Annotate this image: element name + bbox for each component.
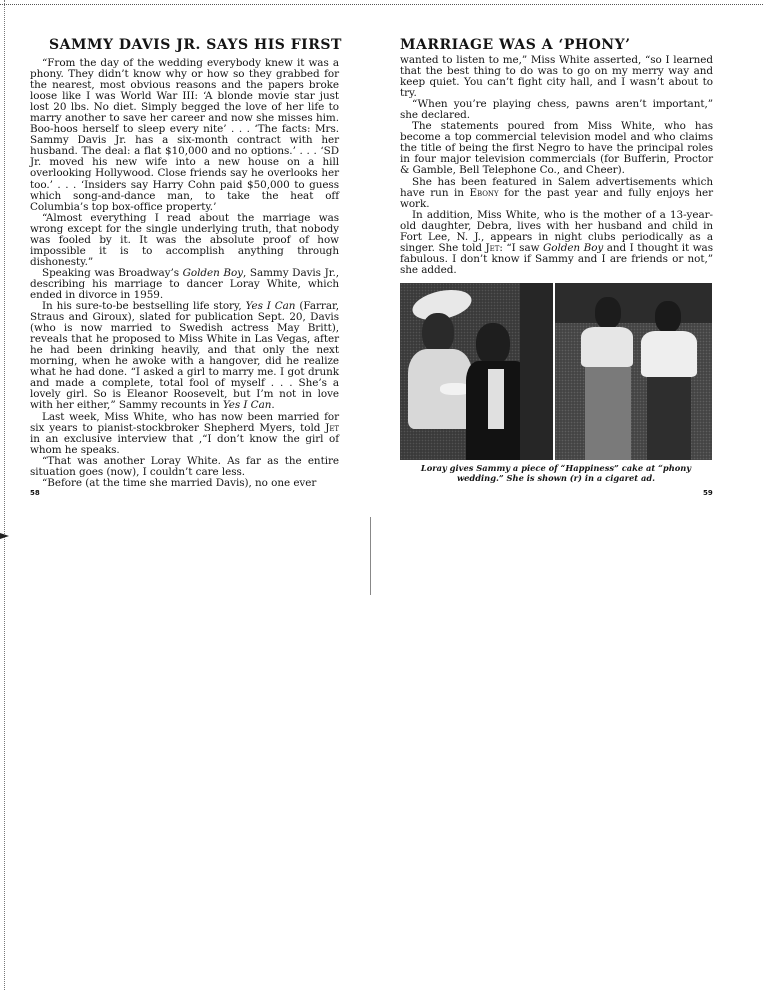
- article-paragraph: “Before (at the time she married Davis), no one ever: [42, 476, 317, 489]
- article-paragraph: “Almost everything I read about the marriage was wrong except for the single underlying truth, that nobody was fooled by it. It was the absolute proof of how impossible it is to accomplish anything through dishonesty.”: [30, 211, 339, 268]
- wedding-cake-photo: [400, 283, 553, 460]
- article-paragraph: In his sure-to-be bestselling life story, Yes I Can (Farrar, Straus and Giroux), slated for publication Sept. 20, Davis (who is now married to Swedish actress May Britt), reveals that he proposed to Miss White in Las Vegas, after he had been drinking heavily, and that only the next morning, when he awoke with a hangover, did he realize what he had done. “I asked a girl to marry me. I got drunk and made a complete, total fool of myself . . . She’s a lovely girl. So is Eleanor Roosevelt, but I’m not in love with her either,” Sammy recounts in Yes I Can.: [30, 300, 339, 412]
- article-paragraph: She has been featured in Salem advertisements which have run in Ebony for the past year and fully enjoys her work.: [400, 175, 713, 210]
- article-paragraph: Last week, Miss White, who has now been married for six years to pianist-stockbroker Shepherd Myers, told Jet in an exclusive interview that ,“I don’t know the girl of whom he speaks.: [30, 410, 339, 456]
- page-top-rule: [0, 4, 763, 5]
- margin-arrow-mark: [0, 533, 9, 539]
- left-page-headline: SAMMY DAVIS JR. SAYS HIS FIRST: [49, 37, 342, 53]
- photo-strip: [400, 283, 712, 460]
- article-paragraph: “From the day of the wedding everybody knew it was a phony. They didn’t know why or how so they grabbed for the nearest, most obvious reasons and the papers broke loose like I was World War III: ‘A blonde movie star just lost 20 lbs. No diet. Simply begged the love of her life to marry another to save her career and now she misses him. Boo-hoos herself to sleep every nite’ . . . ‘The facts: Mrs. Sammy Davis Jr. has a six-month contract with her husband. The deal: a flat $10,000 and no options.’ . . . ‘SD Jr. moved his new wife into a new house on a hill overlooking Hollywood. Close friends say he overlooks her too.’ . . . ‘Insiders say Harry Cohn paid $50,000 to guess which song-and-dance man, to take the heat off Columbia’s top box-office property.’: [30, 57, 339, 213]
- page-number-right: 59: [703, 489, 713, 497]
- gutter-mark: [370, 517, 371, 595]
- article-paragraph: “That was another Loray White. As far as the entire situation goes (now), I couldn’t care less.: [30, 454, 339, 478]
- article-paragraph: The statements poured from Miss White, who has become a top commercial television model and who claims the title of being the first Negro to have the principal roles in four major television commercials (for Bufferin, Proctor & Gamble, Bell Telephone Co., and Cheer).: [400, 120, 713, 177]
- right-page-column: [400, 36, 713, 276]
- left-page-column: [30, 36, 342, 489]
- right-page-headline: MARRIAGE WAS A ‘PHONY’: [400, 37, 631, 53]
- photo-caption: Loray gives Sammy a piece of “Happiness” cake at “phony wedding.” She is shown (r) in a cigaret ad.: [420, 463, 692, 483]
- article-paragraph: Speaking was Broadway’s Golden Boy, Sammy Davis Jr., describing his marriage to dancer Loray White, which ended in divorce in 1959.: [30, 266, 339, 301]
- page-number-left: 58: [30, 489, 40, 497]
- article-paragraph: In addition, Miss White, who is the mother of a 13-year-old daughter, Debra, lives with her husband and child in Fort Lee, N. J., appears in night clubs periodically as a singer. She told Jet: “I saw Golden Boy and I thought it was fabulous. I don’t know if Sammy and I are friends or not,” she added.: [400, 208, 713, 276]
- article-paragraph: wanted to listen to me,” Miss White asserted, “so I learned that the best thing to do was to go on my merry way and keep quiet. You can’t fight city hall, and I wasn’t about to try.: [400, 54, 713, 100]
- page-left-rule: [4, 0, 5, 990]
- cigaret-ad-photo: [555, 283, 712, 460]
- article-paragraph: “When you’re playing chess, pawns aren’t important,” she declared.: [400, 98, 713, 122]
